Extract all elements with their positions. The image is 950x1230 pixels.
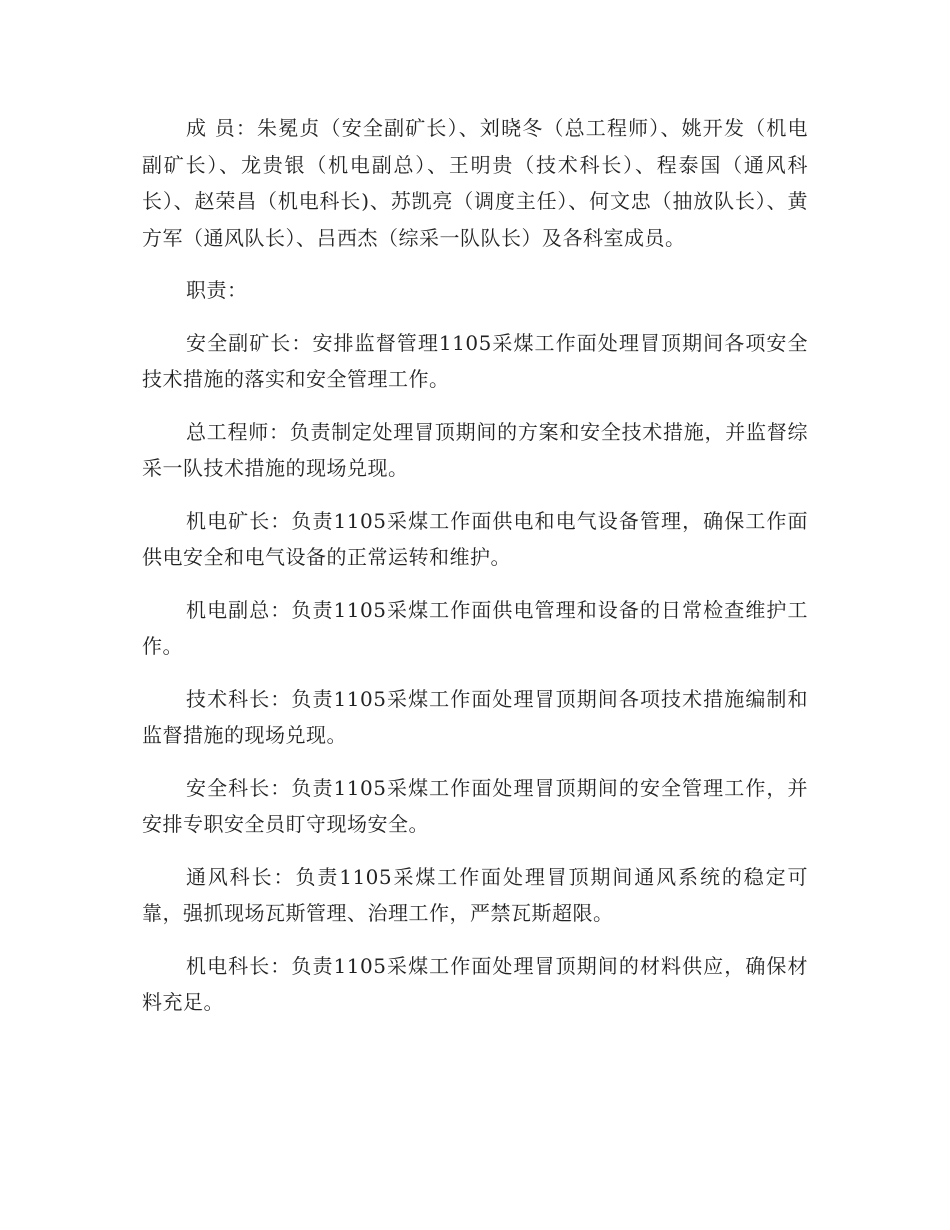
document-body xyxy=(142,110,808,1037)
paragraph-members: 成 员：朱冕贞（安全副矿长）、刘晓冬（总工程师）、姚开发（机电副矿长）、龙贵银（机电副总）、王明贵（技术科长）、程泰国（通风科长）、赵荣昌（机电科长)、苏凯亮（调度主任）、何文忠（抽放队长）、黄方军（通风队长）、吕西杰（综采一队队长）及各科室成员。 xyxy=(142,116,808,250)
paragraph-electromechanical-deputy-chief: 机电副总：负责1105采煤工作面供电管理和设备的日常检查维护工作。 xyxy=(142,597,808,658)
paragraph-safety-deputy-mine-manager: 安全副矿长：安排监督管理1105采煤工作面处理冒顶期间各项安全技术措施的落实和安全管理工作。 xyxy=(142,330,808,391)
paragraph-technical-section-chief: 技术科长：负责1105采煤工作面处理冒顶期间各项技术措施编制和监督措施的现场兑现。 xyxy=(142,686,808,747)
paragraph-ventilation-section-chief: 通风科长：负责1105采煤工作面处理冒顶期间通风系统的稳定可靠，强抓现场瓦斯管理、治理工作，严禁瓦斯超限。 xyxy=(142,864,808,925)
paragraph-safety-section-chief: 安全科长：负责1105采煤工作面处理冒顶期间的安全管理工作，并安排专职安全员盯守现场安全。 xyxy=(142,775,808,836)
paragraph-electromechanical-section-chief: 机电科长：负责1105采煤工作面处理冒顶期间的材料供应，确保材料充足。 xyxy=(142,953,808,1014)
paragraph-chief-engineer: 总工程师：负责制定处理冒顶期间的方案和安全技术措施，并监督综采一队技术措施的现场兑现。 xyxy=(142,419,808,480)
paragraph-electromechanical-mine-manager: 机电矿长：负责1105采煤工作面供电和电气设备管理，确保工作面供电安全和电气设备的正常运转和维护。 xyxy=(142,508,808,569)
paragraph-duties-heading: 职责： xyxy=(186,278,248,302)
